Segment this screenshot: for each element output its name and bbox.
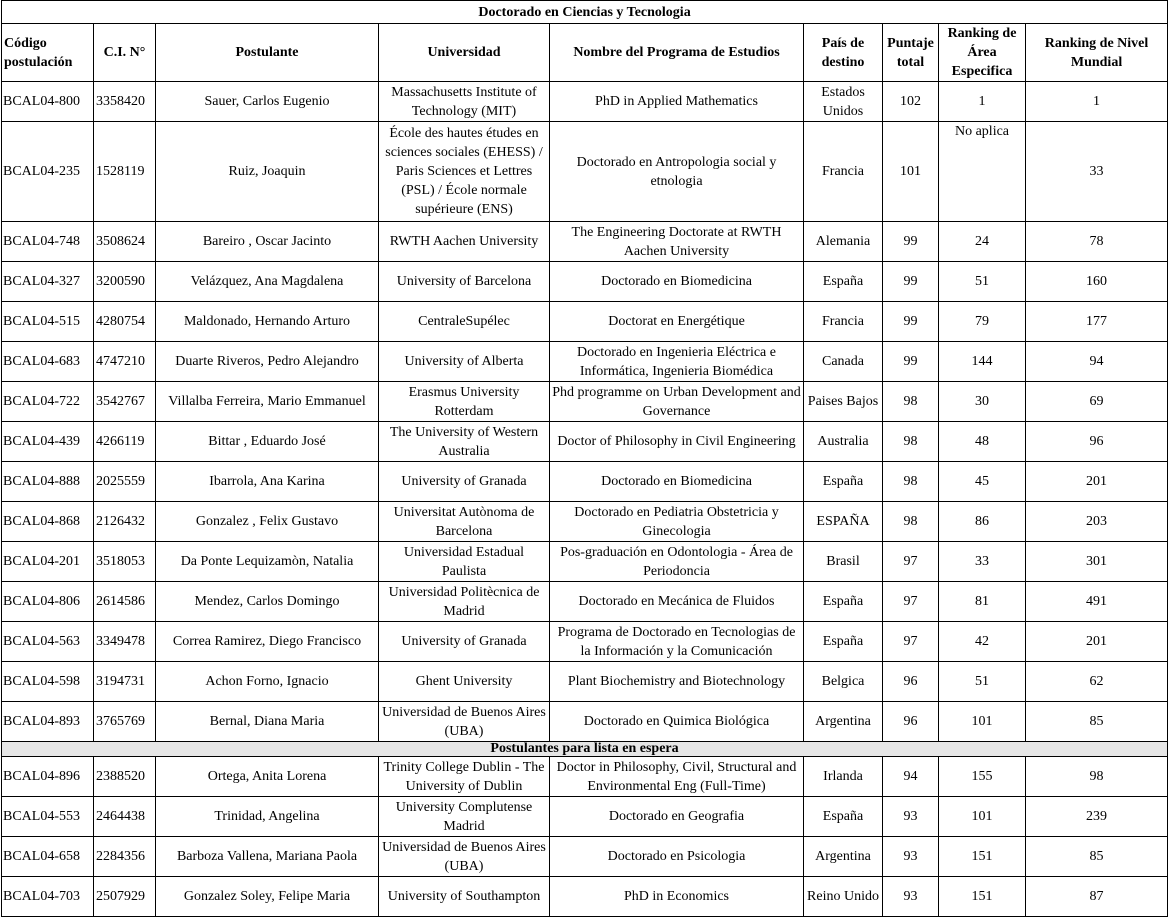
cell-program: Doctor in Philosophy, Civil, Structural and Environmental Eng (Full-Time)	[550, 757, 804, 797]
cell-ci: 2284356	[94, 837, 156, 877]
cell-ci: 3358420	[94, 82, 156, 122]
cell-area-rank: 24	[939, 222, 1026, 262]
cell-applicant: Villalba Ferreira, Mario Emmanuel	[156, 382, 379, 422]
cell-world-rank: 201	[1026, 462, 1168, 502]
cell-score: 98	[883, 462, 939, 502]
cell-ci: 2464438	[94, 797, 156, 837]
cell-country: Argentina	[804, 837, 883, 877]
cell-applicant: Gonzalez Soley, Felipe Maria	[156, 877, 379, 917]
cell-ci: 2025559	[94, 462, 156, 502]
table-row	[2, 702, 1168, 742]
title-row	[2, 1, 1168, 24]
cell-world-rank: 87	[1026, 877, 1168, 917]
header-row	[2, 24, 1168, 82]
cell-world-rank: 177	[1026, 302, 1168, 342]
header-score: Puntaje total	[883, 24, 939, 82]
cell-applicant: Duarte Riveros, Pedro Alejandro	[156, 342, 379, 382]
cell-area-rank: 101	[939, 702, 1026, 742]
cell-code: BCAL04-439	[2, 422, 94, 462]
header-country: País de destino	[804, 24, 883, 82]
cell-ci: 3194731	[94, 662, 156, 702]
cell-country: Brasil	[804, 542, 883, 582]
cell-code: BCAL04-553	[2, 797, 94, 837]
table-row	[2, 262, 1168, 302]
cell-area-rank: 51	[939, 662, 1026, 702]
cell-university: Universitat Autònoma de Barcelona	[379, 502, 550, 542]
cell-program: The Engineering Doctorate at RWTH Aachen University	[550, 222, 804, 262]
cell-ci: 4266119	[94, 422, 156, 462]
cell-program: Doctorado en Biomedicina	[550, 462, 804, 502]
table-row	[2, 542, 1168, 582]
cell-applicant: Gonzalez , Felix Gustavo	[156, 502, 379, 542]
cell-score: 94	[883, 757, 939, 797]
cell-country: Argentina	[804, 702, 883, 742]
cell-program: Doctorado en Mecánica de Fluidos	[550, 582, 804, 622]
table-row	[2, 502, 1168, 542]
cell-country: Alemania	[804, 222, 883, 262]
cell-score: 93	[883, 797, 939, 837]
table-row	[2, 462, 1168, 502]
header-code: Código postulación	[2, 24, 94, 82]
cell-university: RWTH Aachen University	[379, 222, 550, 262]
cell-code: BCAL04-748	[2, 222, 94, 262]
cell-applicant: Mendez, Carlos Domingo	[156, 582, 379, 622]
cell-score: 97	[883, 622, 939, 662]
table-row	[2, 662, 1168, 702]
cell-university: University of Granada	[379, 462, 550, 502]
header-applicant: Postulante	[156, 24, 379, 82]
cell-score: 98	[883, 382, 939, 422]
cell-area-rank: 48	[939, 422, 1026, 462]
table-row	[2, 82, 1168, 122]
cell-applicant: Da Ponte Lequizamòn, Natalia	[156, 542, 379, 582]
cell-ci: 3765769	[94, 702, 156, 742]
cell-score: 97	[883, 542, 939, 582]
table-row	[2, 222, 1168, 262]
cell-university: Universidad de Buenos Aires (UBA)	[379, 837, 550, 877]
cell-ci: 1528119	[94, 122, 156, 222]
cell-applicant: Velázquez, Ana Magdalena	[156, 262, 379, 302]
cell-country: Francia	[804, 302, 883, 342]
cell-program: Doctorado en Geografia	[550, 797, 804, 837]
cell-world-rank: 96	[1026, 422, 1168, 462]
cell-code: BCAL04-888	[2, 462, 94, 502]
cell-university: The University of Western Australia	[379, 422, 550, 462]
cell-program: Doctor of Philosophy in Civil Engineering	[550, 422, 804, 462]
cell-world-rank: 203	[1026, 502, 1168, 542]
cell-ci: 4280754	[94, 302, 156, 342]
cell-world-rank: 491	[1026, 582, 1168, 622]
header-program: Nombre del Programa de Estudios	[550, 24, 804, 82]
cell-score: 93	[883, 837, 939, 877]
cell-score: 99	[883, 342, 939, 382]
cell-applicant: Correa Ramirez, Diego Francisco	[156, 622, 379, 662]
cell-ci: 3349478	[94, 622, 156, 662]
cell-program: Doctorado en Quimica Biológica	[550, 702, 804, 742]
table-row	[2, 622, 1168, 662]
cell-score: 102	[883, 82, 939, 122]
cell-world-rank: 62	[1026, 662, 1168, 702]
cell-country: España	[804, 262, 883, 302]
cell-code: BCAL04-800	[2, 82, 94, 122]
cell-university: University of Alberta	[379, 342, 550, 382]
cell-country: ESPAÑA	[804, 502, 883, 542]
cell-code: BCAL04-563	[2, 622, 94, 662]
cell-code: BCAL04-515	[2, 302, 94, 342]
cell-world-rank: 201	[1026, 622, 1168, 662]
table-row	[2, 582, 1168, 622]
cell-university: University of Granada	[379, 622, 550, 662]
cell-country: España	[804, 462, 883, 502]
cell-area-rank: 86	[939, 502, 1026, 542]
cell-code: BCAL04-658	[2, 837, 94, 877]
cell-world-rank: 160	[1026, 262, 1168, 302]
cell-area-rank: 81	[939, 582, 1026, 622]
cell-university: Universidad Politècnica de Madrid	[379, 582, 550, 622]
cell-applicant: Trinidad, Angelina	[156, 797, 379, 837]
table-title: Doctorado en Ciencias y Tecnologia	[2, 1, 1168, 24]
cell-ci: 3508624	[94, 222, 156, 262]
cell-code: BCAL04-806	[2, 582, 94, 622]
cell-code: BCAL04-893	[2, 702, 94, 742]
cell-world-rank: 94	[1026, 342, 1168, 382]
cell-country: Paises Bajos	[804, 382, 883, 422]
cell-university: University of Barcelona	[379, 262, 550, 302]
cell-university: Ghent University	[379, 662, 550, 702]
cell-university: Universidad de Buenos Aires (UBA)	[379, 702, 550, 742]
cell-area-rank: 151	[939, 877, 1026, 917]
cell-ci: 3200590	[94, 262, 156, 302]
cell-score: 98	[883, 422, 939, 462]
cell-program: Plant Biochemistry and Biotechnology	[550, 662, 804, 702]
cell-score: 96	[883, 662, 939, 702]
cell-country: Belgica	[804, 662, 883, 702]
cell-code: BCAL04-327	[2, 262, 94, 302]
cell-country: Australia	[804, 422, 883, 462]
waitlist-header-row	[2, 742, 1168, 757]
cell-applicant: Achon Forno, Ignacio	[156, 662, 379, 702]
header-area-rank: Ranking de Área Especifica	[939, 24, 1026, 82]
cell-applicant: Sauer, Carlos Eugenio	[156, 82, 379, 122]
cell-code: BCAL04-235	[2, 122, 94, 222]
cell-country: Estados Unidos	[804, 82, 883, 122]
cell-applicant: Bareiro , Oscar Jacinto	[156, 222, 379, 262]
cell-area-rank: 79	[939, 302, 1026, 342]
cell-applicant: Ibarrola, Ana Karina	[156, 462, 379, 502]
cell-applicant: Bittar , Eduardo José	[156, 422, 379, 462]
cell-area-rank: 155	[939, 757, 1026, 797]
cell-area-rank: 45	[939, 462, 1026, 502]
cell-program: Programa de Doctorado en Tecnologias de la Información y la Comunicación	[550, 622, 804, 662]
cell-applicant: Bernal, Diana Maria	[156, 702, 379, 742]
cell-code: BCAL04-598	[2, 662, 94, 702]
scholarship-table	[1, 0, 1168, 917]
table-row	[2, 837, 1168, 877]
cell-area-rank: No aplica	[939, 122, 1026, 222]
cell-world-rank: 301	[1026, 542, 1168, 582]
header-world-rank: Ranking de Nivel Mundial	[1026, 24, 1168, 82]
cell-score: 99	[883, 302, 939, 342]
cell-world-rank: 85	[1026, 837, 1168, 877]
header-ci: C.I. N°	[94, 24, 156, 82]
cell-area-rank: 30	[939, 382, 1026, 422]
table-row	[2, 382, 1168, 422]
cell-code: BCAL04-703	[2, 877, 94, 917]
cell-area-rank: 33	[939, 542, 1026, 582]
cell-world-rank: 85	[1026, 702, 1168, 742]
table-row	[2, 122, 1168, 222]
header-university: Universidad	[379, 24, 550, 82]
cell-program: Doctorado en Biomedicina	[550, 262, 804, 302]
table-row	[2, 877, 1168, 917]
cell-score: 98	[883, 502, 939, 542]
table-row	[2, 797, 1168, 837]
cell-score: 93	[883, 877, 939, 917]
cell-ci: 4747210	[94, 342, 156, 382]
cell-program: Doctorado en Ingenieria Eléctrica e Informática, Ingenieria Biomédica	[550, 342, 804, 382]
cell-ci: 2126432	[94, 502, 156, 542]
cell-score: 99	[883, 262, 939, 302]
cell-program: Doctorado en Antropologia social y etnologia	[550, 122, 804, 222]
cell-code: BCAL04-201	[2, 542, 94, 582]
table-row	[2, 302, 1168, 342]
cell-ci: 2388520	[94, 757, 156, 797]
cell-university: Massachusetts Institute of Technology (MIT)	[379, 82, 550, 122]
cell-university: University of Southampton	[379, 877, 550, 917]
cell-program: Doctorat en Energétique	[550, 302, 804, 342]
cell-code: BCAL04-683	[2, 342, 94, 382]
cell-country: Reino Unido	[804, 877, 883, 917]
cell-country: España	[804, 582, 883, 622]
cell-world-rank: 69	[1026, 382, 1168, 422]
cell-world-rank: 98	[1026, 757, 1168, 797]
cell-university: Trinity College Dublin - The University of Dublin	[379, 757, 550, 797]
cell-applicant: Barboza Vallena, Mariana Paola	[156, 837, 379, 877]
cell-code: BCAL04-896	[2, 757, 94, 797]
cell-applicant: Ortega, Anita Lorena	[156, 757, 379, 797]
cell-code: BCAL04-868	[2, 502, 94, 542]
cell-ci: 2507929	[94, 877, 156, 917]
table-row	[2, 342, 1168, 382]
cell-world-rank: 239	[1026, 797, 1168, 837]
cell-program: Doctorado en Psicologia	[550, 837, 804, 877]
cell-area-rank: 101	[939, 797, 1026, 837]
cell-score: 97	[883, 582, 939, 622]
cell-country: España	[804, 622, 883, 662]
cell-score: 101	[883, 122, 939, 222]
cell-university: CentraleSupélec	[379, 302, 550, 342]
cell-ci: 3542767	[94, 382, 156, 422]
cell-applicant: Maldonado, Hernando Arturo	[156, 302, 379, 342]
cell-score: 96	[883, 702, 939, 742]
cell-university: University Complutense Madrid	[379, 797, 550, 837]
cell-area-rank: 51	[939, 262, 1026, 302]
cell-university: École des hautes études en sciences sociales (EHESS) / Paris Sciences et Lettres (PSL) / École normale supérieure (ENS)	[379, 122, 550, 222]
cell-country: España	[804, 797, 883, 837]
cell-code: BCAL04-722	[2, 382, 94, 422]
cell-program: PhD in Economics	[550, 877, 804, 917]
cell-world-rank: 1	[1026, 82, 1168, 122]
cell-ci: 2614586	[94, 582, 156, 622]
cell-university: Universidad Estadual Paulista	[379, 542, 550, 582]
cell-ci: 3518053	[94, 542, 156, 582]
cell-area-rank: 1	[939, 82, 1026, 122]
cell-program: Doctorado en Pediatria Obstetricia y Ginecologia	[550, 502, 804, 542]
cell-world-rank: 78	[1026, 222, 1168, 262]
waitlist-title: Postulantes para lista en espera	[2, 742, 1168, 757]
cell-country: Canada	[804, 342, 883, 382]
cell-program: Phd programme on Urban Development and Governance	[550, 382, 804, 422]
cell-area-rank: 151	[939, 837, 1026, 877]
cell-area-rank: 42	[939, 622, 1026, 662]
cell-world-rank: 33	[1026, 122, 1168, 222]
cell-university: Erasmus University Rotterdam	[379, 382, 550, 422]
cell-program: PhD in Applied Mathematics	[550, 82, 804, 122]
cell-country: Irlanda	[804, 757, 883, 797]
table-row	[2, 422, 1168, 462]
table-row	[2, 757, 1168, 797]
cell-country: Francia	[804, 122, 883, 222]
cell-applicant: Ruiz, Joaquin	[156, 122, 379, 222]
cell-score: 99	[883, 222, 939, 262]
cell-area-rank: 144	[939, 342, 1026, 382]
cell-program: Pos-graduación en Odontologia - Área de Periodoncia	[550, 542, 804, 582]
